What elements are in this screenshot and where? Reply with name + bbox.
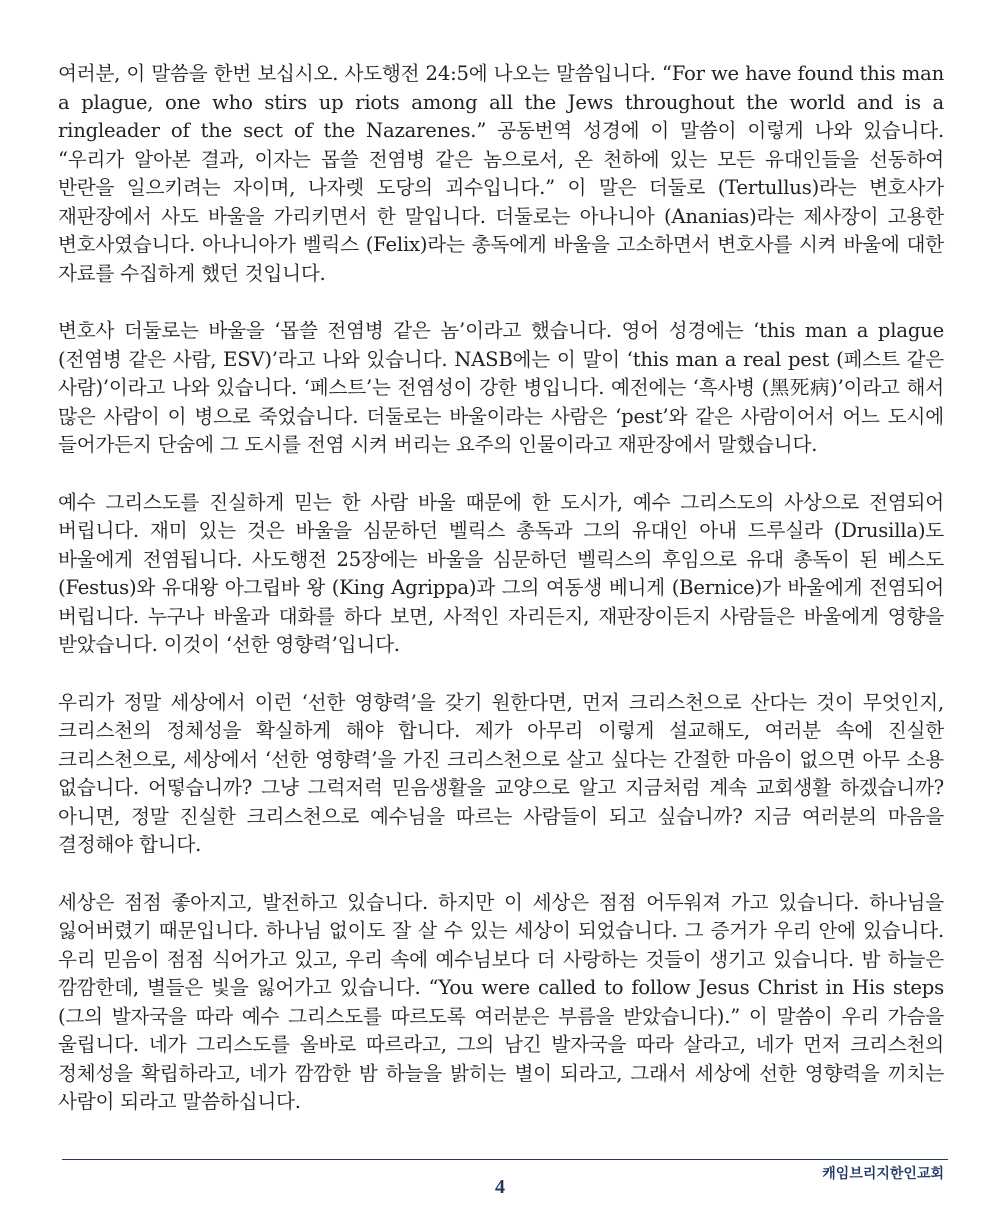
paragraph-plague-pest: 변호사 더둘로는 바울을 ‘몹쓸 전염병 같은 놈’이라고 했습니다. 영어 성경에는 ‘this man a plague (전염병 같은 사람, ESV)’라고 나와 있습니다. NASB에는 이 말이 ‘this man a real pest (페스트 같은 사람)’이라고 나와 있습니다. ‘페스트’는 전염성이 강한 병입니다. 예전에는 ‘흑사병 (黑死病)’이라고 해서 많은 사람이 이 병으로 죽었습니다. 더둘로는 바울이라는 사람은 ‘pest’와 같은 사람이어서 어느 도시에 들어가든지 단숨에 그 도시를 전염 시켜 버리는 요주의 인물이라고 재판장에서 말했습니다. <box>58 319 944 456</box>
paragraph-city-infected: 예수 그리스도를 진실하게 믿는 한 사람 바울 때문에 한 도시가, 예수 그리스도의 사상으로 전염되어 버립니다. 재미 있는 것은 바울을 심문하던 벨릭스 총독과 그의 유대인 아내 드루실라 (Drusilla)도 바울에게 전염됩니다. 사도행전 25장에는 바울을 심문하던 벨릭스의 후임으로 유대 총독이 된 베스도 (Festus)와 유대왕 아그립바 왕 (King Agrippa)과 그의 여동생 베니게 (Bernice)가 바울에게 전염되어 버립니다. 누구나 바울과 대화를 하다 보면, 사적인 자리든지, 재판장이든지 사람들은 바울에게 영향을 받았습니다. 이것이 ‘선한 영향력’입니다. <box>58 490 944 656</box>
page-number: 4 <box>495 1176 505 1198</box>
sermon-body <box>58 60 944 1146</box>
paragraph-acts-24-5: 여러분, 이 말씀을 한번 보십시오. 사도행전 24:5에 나오는 말씀입니다. “For we have found this man a plague, one who stirs up riots among all the Jews throughout the world and is a ringleader of the sect of the Nazarenes.” 공동번역 성경에 이 말씀이 이렇게 나와 있습니다. “우리가 알아본 결과, 이자는 몹쓸 전염병 같은 놈으로서, 온 천하에 있는 모든 유대인들을 선동하여 반란을 일으키려는 자이며, 나자렛 도당의 괴수입니다.” 이 말은 더둘로 (Tertullus)라는 변호사가 재판장에서 사도 바울을 가리키면서 한 말입니다. 더둘로는 아나니아 (Ananias)라는 제사장이 고용한 변호사였습니다. 아나니아가 벨릭스 (Felix)라는 총독에게 바울을 고소하면서 변호사를 시켜 바울에 대한 자료를 수집하게 했던 것입니다. <box>58 62 944 285</box>
footer-divider <box>62 1159 948 1160</box>
footer-church-name: 캐임브리지한인교회 <box>822 1166 944 1182</box>
paragraph-follow-his-steps: 세상은 점점 좋아지고, 발전하고 있습니다. 하지만 이 세상은 점점 어두워져 가고 있습니다. 하나님을 잃어버렸기 때문입니다. 하나님 없이도 잘 살 수 있는 세상이 되었습니다. 그 증거가 우리 안에 있습니다. 우리 믿음이 점점 식어가고 있고, 우리 속에 예수님보다 더 사랑하는 것들이 생기고 있습니다. 밤 하늘은 깜깜한데, 별들은 빛을 잃어가고 있습니다. “You were called to follow Jesus Christ in His steps (그의 발자국을 따라 예수 그리스도를 따르도록 여러분은 부름을 받았습니다).” 이 말씀이 우리 가슴을 울립니다. 네가 그리스도를 올바로 따르라고, 그의 남긴 발자국을 따라 살라고, 네가 먼저 크리스천의 정체성을 확립하라고, 네가 깜깜한 밤 하늘을 밝히는 별이 되라고, 그래서 세상에 선한 영향력을 끼치는 사람이 되라고 말씀하십니다. <box>58 890 944 1113</box>
paragraph-christian-identity: 우리가 정말 세상에서 이런 ‘선한 영향력’을 갖기 원한다면, 먼저 크리스천으로 산다는 것이 무엇인지, 크리스천의 정체성을 확실하게 해야 합니다. 제가 아무리 이렇게 설교해도, 여러분 속에 진실한 크리스천으로, 세상에서 ‘선한 영향력’을 가진 크리스천으로 살고 싶다는 간절한 마음이 없으면 아무 소용 없습니다. 어떻습니까? 그냥 그럭저럭 믿음생활을 교양으로 알고 지금처럼 계속 교회생활 하겠습니까? 아니면, 정말 진실한 크리스천으로 예수님을 따르는 사람들이 되고 싶습니까? 지금 여러분의 마음을 결정해야 합니다. <box>58 690 944 856</box>
